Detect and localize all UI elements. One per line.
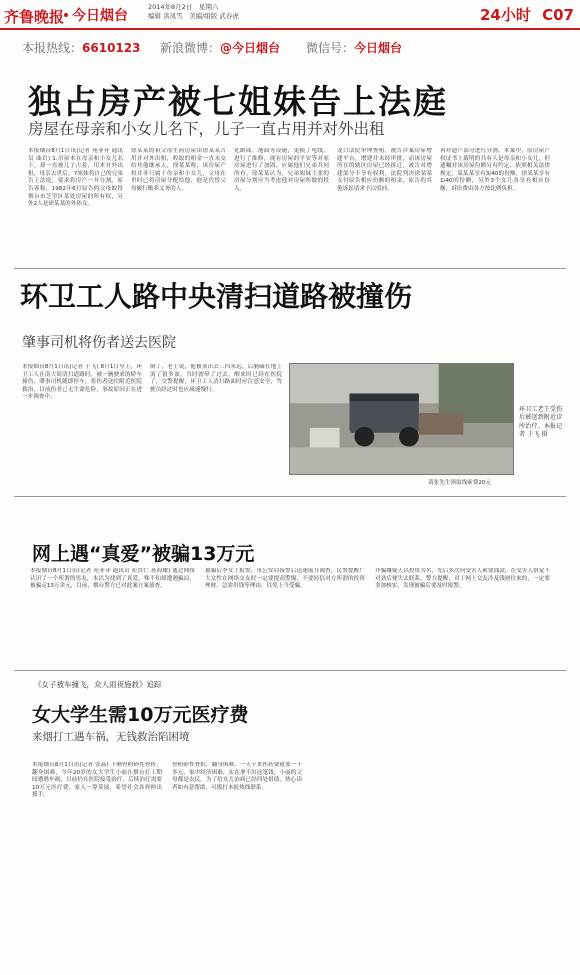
wechat-account: 微信号：今日烟台 <box>306 41 403 55</box>
story1-column-1: 本报烟台8月1日讯(记者 苑菲菲 通讯员 曲岩) 1.房屋本在母亲和小女儿名下，却一直被儿子占着，用来对外出租，母亲去世后，7姐妹将自己的兄弟告上法庭，要求将房产一并分割，原告诉称，1982年6月原告的父母取得烟台市芝罘区某处房屋的所有权，另外2人是徐某某的外孙女。 <box>28 148 123 208</box>
newspaper-logo: 齐鲁晚报 <box>4 8 65 26</box>
story1-column-3: 化路面，地面等设施，更换了电线，进行了维修，现有房屋的平安等对原房屋进行了加固，应属他们兄弟共同所有。徐某某认为，兄弟姐妹主张的房屋分割应当考虑他对房屋所做的投入。 <box>234 148 329 192</box>
story1-column-4: 龙口法院审理查明，被告涉案房屋增建平台，增建并未经审批，而该房屋所在的辖区房屋已经拆迁，被告对增建部分不享有权利，法院判决徐某某支付原告相应份额的租金，原告的其他诉讼请求予以驳回。 <box>337 148 432 192</box>
contact-strip <box>0 34 580 58</box>
story3-headline: 网上遇“真爱”被骗13万元 <box>32 543 255 565</box>
page-label <box>474 4 574 25</box>
news-hotline: 本报热线：6610123 <box>22 41 141 55</box>
dot-separator-icon <box>64 13 68 17</box>
section-divider <box>14 670 566 671</box>
story1-column-5: 再对遗产部分进行分割，本案中，原房屋产权证书上载明的共有人是母亲和小女儿，但遗嘱对该房屋份额另有约定，依照相关法律规定，某某某享有3/40的份额，徐某某享有1/40的份额，另外3个女儿各享有相应份额，诉讼费由各方按比例负担。 <box>440 148 550 192</box>
story2-column-1: 本报烟台8月1日讯(记者 于飞) 8月1日早上，环卫工人在南大街清扫道路时，被一辆驶来的轿车撞伤，肇事司机随即停车，将伤者送往附近医院救治，目前伤者已无生命危险，事故原因正在进一步调查中。 <box>22 364 142 401</box>
section-label-24h: 24小时 <box>480 6 531 24</box>
story1-headline: 独占房产被七姐妹告上法庭 <box>28 82 448 121</box>
section-divider <box>14 268 566 269</box>
story2-subheadline: 肇事司机将伤者送去医院 <box>22 335 176 351</box>
story3-column-3: 诈骗嫌疑人以投资为名，先后多次向受害人索要钱款，在受害人察觉不对劲后便失去联系，警方提醒，对于网上交友涉及钱财往来的，一定要多加核实，发现被骗后要及时报警。 <box>375 568 550 590</box>
photo-caption: 环卫工老王受伤后被送到附近诊所治疗。本报记者 于飞 摄 <box>519 406 563 439</box>
issue-editors: 编辑 洪凤雪 美编/组版 武春虎 <box>148 12 239 20</box>
photo-illustration-icon <box>290 364 513 474</box>
story2-credit-line: 请张先生领取线索费20元 <box>428 480 492 486</box>
story4-headline: 女大学生需10万元医疗费 <box>32 704 249 726</box>
story3-column-1: 本报烟台8月1日讯(记者 苑菲菲 通讯员 崔洪仁 孙海耀) 通过网络认识了一个所谓的男友，本以为找到了真爱，殊不知却遭遇骗局，被骗走13万余元，目前，烟台警方已对此案立案侦查。 <box>30 568 195 590</box>
story4-column-2: 骨粉碎性骨折，翻身困难，一天下来医药费就要一千多元，家中经济困难，实在拿不出这笔钱，小丽的父母都是农民，为了给女儿治病已经四处借债，热心读者如有意帮助，可拨打本报热线联系。 <box>172 762 302 791</box>
section-divider <box>14 496 566 497</box>
story1-subheadline: 房屋在母亲和小女儿名下，儿子一直占用并对外出租 <box>28 120 385 138</box>
story4-subheadline: 来烟打工遇车祸，无钱救治陷困境 <box>32 731 190 743</box>
story4-column-1: 本报烟台8月1日讯(记者 张晶) 下晒骨粉碎性骨折，翻身困难，今年20岁的女大学生小丽在烟台打工期间遭遇车祸，目前仍在医院接受治疗，后续治疗需要10万元医疗费，家人一筹莫展，希望社会各界伸出援手。 <box>32 762 162 799</box>
weibo-account: 新浪微博：@今日烟台 <box>160 41 281 55</box>
masthead <box>0 0 580 30</box>
story2-column-2: 倒了，老王说，他被顶出去三四米远，后脑磕在地上流了很多血，当时就晕了过去，醒来时已经在医院了，交警提醒，环卫工人清扫路面时应注意安全，驾驶员经过时也应减速慢行。 <box>150 364 282 393</box>
issue-date: 2014年8月2日 星期六 <box>148 3 219 11</box>
story2-headline: 环卫工人路中央清扫道路被撞伤 <box>20 280 413 313</box>
section-name: 今日烟台 <box>72 8 128 24</box>
story1-column-2: 徐某某的祖父母生前房屋由徐某某占用并对外出租，收取的租金一直未交给其他继承人，徐某某称，该房屋产权并非只属于母亲和小女儿，父母在世时已将房屋分配给他，他是代替父母履行赡养义务的人。 <box>131 148 226 192</box>
page-code: C07 <box>542 6 574 24</box>
issue-info <box>148 3 239 21</box>
story3-column-2: 被骗后李女士报警，市公安局接警后迅速展开调查，民警提醒广大女性在网络交友时一定要提高警惕，不要轻信对方所谓的投资理财、急需用钱等理由，以免上当受骗。 <box>205 568 365 590</box>
story4-kicker: 《女子被车撞飞，众人雨夜施救》追踪 <box>34 680 162 689</box>
street-scene-photo <box>289 363 514 475</box>
